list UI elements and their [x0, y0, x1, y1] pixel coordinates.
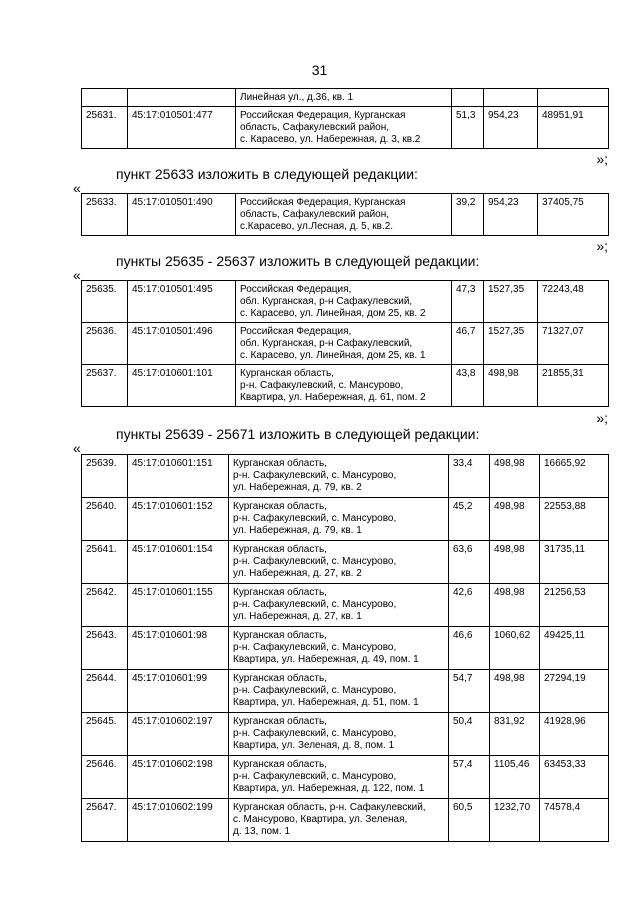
address-line: р-н. Сафакулевский, с. Мансурово, [233, 642, 397, 653]
closing-quote: »; [596, 151, 608, 167]
item-number-cell: 25637. [82, 365, 128, 407]
address-cell [236, 281, 452, 323]
rate-cell: 1060,62 [490, 627, 540, 670]
address-line: Российская Федерация, [240, 326, 352, 337]
address-line: Квартира, ул. Набережная, д. 122, пом. 1 [233, 783, 425, 794]
address-line: с. Карасево, ул. Набережная, д. 3, кв.2 [240, 134, 421, 145]
cadastral-value-cell: 37405,75 [538, 194, 609, 236]
address-cell [229, 627, 449, 670]
address-line: обл. Курганская, р-н Сафакулевский, [240, 296, 413, 307]
opening-quote: « [73, 440, 81, 456]
rate-cell: 1232,70 [490, 799, 540, 842]
area-cell [452, 89, 484, 107]
cadastral-value-cell: 72243,48 [538, 281, 609, 323]
heading-items-25639-25671: пункты 25639 - 25671 изложить в следующей редакции: [116, 426, 480, 442]
item-number-cell [82, 89, 128, 107]
address-line: Российская Федерация, Курганская [240, 197, 406, 208]
address-line: обл. Курганская, р-н Сафакулевский, [240, 338, 413, 349]
area-cell: 63,6 [449, 541, 490, 584]
table-row [82, 365, 609, 407]
area-cell: 46,6 [449, 627, 490, 670]
item-number-cell: 25633. [82, 194, 128, 236]
address-line: область, Сафакулевский район, [240, 209, 390, 220]
address-cell [236, 107, 452, 149]
cadastral-number-cell: 45:17:010602:198 [128, 756, 229, 799]
rate-cell: 954,23 [484, 194, 538, 236]
cadastral-number-cell: 45:17:010601:99 [128, 670, 229, 713]
table-row [82, 713, 609, 756]
area-cell: 57,4 [449, 756, 490, 799]
address-cell [229, 541, 449, 584]
table-row [82, 107, 609, 149]
item-number-cell: 25635. [82, 281, 128, 323]
heading-items-25635-25637: пункты 25635 - 25637 изложить в следующей редакции: [116, 253, 480, 269]
cadastral-number-cell: 45:17:010601:98 [128, 627, 229, 670]
item-number-cell: 25644. [82, 670, 128, 713]
rate-cell: 498,98 [490, 670, 540, 713]
address-line: Курганская область, [233, 716, 327, 727]
address-line: Квартира, ул. Набережная, д. 49, пом. 1 [233, 654, 419, 665]
address-cell [229, 584, 449, 627]
address-line: Курганская область, [233, 673, 327, 684]
rate-cell: 831,92 [490, 713, 540, 756]
table-row [82, 194, 609, 236]
property-table-1 [81, 88, 609, 149]
area-cell: 45,2 [449, 498, 490, 541]
area-cell: 33,4 [449, 455, 490, 498]
cadastral-number-cell: 45:17:010501:495 [128, 281, 236, 323]
property-table-3 [81, 280, 609, 407]
address-line: с. Карасево, ул. Линейная, дом 25, кв. 2 [240, 308, 426, 319]
table-row [82, 627, 609, 670]
cadastral-number-cell: 45:17:010601:151 [128, 455, 229, 498]
table-row [82, 455, 609, 498]
address-line: с. Мансурово, Квартира, ул. Зеленая, [233, 814, 408, 825]
address-line: Курганская область, [233, 458, 327, 469]
cadastral-number-cell: 45:17:010601:101 [128, 365, 236, 407]
address-line: Курганская область, [233, 587, 327, 598]
address-line: Квартира, ул. Набережная, д. 51, пом. 1 [233, 697, 419, 708]
table-row [82, 281, 609, 323]
cadastral-value-cell: 63453,33 [540, 756, 609, 799]
rate-cell: 1105,46 [490, 756, 540, 799]
address-line: р-н. Сафакулевский, с. Мансурово, [233, 513, 397, 524]
cadastral-value-cell: 21256,53 [540, 584, 609, 627]
address-line: р-н. Сафакулевский, с. Мансурово, [233, 599, 397, 610]
closing-quote: »; [596, 410, 608, 426]
table-row [82, 498, 609, 541]
cadastral-value-cell: 49425,11 [540, 627, 609, 670]
cadastral-value-cell: 21855,31 [538, 365, 609, 407]
cadastral-number-cell: 45:17:010501:496 [128, 323, 236, 365]
address-line: ул. Набережная, д. 27, кв. 2 [233, 568, 362, 579]
cadastral-number-cell: 45:17:010501:490 [128, 194, 236, 236]
rate-cell: 498,98 [490, 455, 540, 498]
address-cell [229, 455, 449, 498]
rate-cell: 498,98 [484, 365, 538, 407]
opening-quote: « [73, 267, 81, 283]
cadastral-number-cell: 45:17:010501:477 [128, 107, 236, 149]
address-cell [229, 799, 449, 842]
cadastral-value-cell: 27294,19 [540, 670, 609, 713]
table-row [82, 670, 609, 713]
address-line: ул. Набережная, д. 79, кв. 1 [233, 525, 362, 536]
address-line: Российская Федерация, [240, 284, 352, 295]
address-line: Курганская область, р-н. Сафакулевский, [233, 802, 426, 813]
area-cell: 54,7 [449, 670, 490, 713]
area-cell: 51,3 [452, 107, 484, 149]
address-line: р-н. Сафакулевский, с. Мансурово, [233, 771, 397, 782]
item-number-cell: 25639. [82, 455, 128, 498]
address-line: Квартира, ул. Зеленая, д. 8, пом. 1 [233, 740, 395, 751]
item-number-cell: 25631. [82, 107, 128, 149]
page-number: 31 [311, 62, 328, 78]
address-line: Курганская область, [233, 501, 327, 512]
cadastral-value-cell: 74578,4 [540, 799, 609, 842]
address-line: с. Карасево, ул. Линейная, дом 25, кв. 1 [240, 350, 426, 361]
rate-cell: 1527,35 [484, 281, 538, 323]
address-line: ул. Набережная, д. 79, кв. 2 [233, 482, 362, 493]
item-number-cell: 25646. [82, 756, 128, 799]
cadastral-value-cell: 16665,92 [540, 455, 609, 498]
rate-cell: 498,98 [490, 498, 540, 541]
table-row [82, 584, 609, 627]
item-number-cell: 25640. [82, 498, 128, 541]
cadastral-value-cell: 71327,07 [538, 323, 609, 365]
area-cell: 60,5 [449, 799, 490, 842]
area-cell: 50,4 [449, 713, 490, 756]
item-number-cell: 25636. [82, 323, 128, 365]
table-row [82, 756, 609, 799]
item-number-cell: 25645. [82, 713, 128, 756]
cadastral-value-cell [538, 89, 609, 107]
item-number-cell: 25643. [82, 627, 128, 670]
address-line: Курганская область, [233, 544, 327, 555]
item-number-cell: 25642. [82, 584, 128, 627]
address-line: ул. Набережная, д. 27, кв. 1 [233, 611, 362, 622]
address-cell [229, 756, 449, 799]
address-line: р-н. Сафакулевский, с. Мансурово, [240, 380, 404, 391]
area-cell: 39,2 [452, 194, 484, 236]
address-line: д. 13, пом. 1 [233, 826, 291, 837]
rate-cell: 954,23 [484, 107, 538, 149]
cadastral-value-cell: 48951,91 [538, 107, 609, 149]
rate-cell: 1527,35 [484, 323, 538, 365]
property-table-4 [81, 454, 609, 842]
address-line: Российская Федерация, Курганская [240, 110, 406, 121]
address-cell [229, 670, 449, 713]
address-cell [236, 323, 452, 365]
address-line: Квартира, ул. Набережная, д. 61, пом. 2 [240, 392, 426, 403]
cadastral-number-cell [128, 89, 236, 107]
cadastral-number-cell: 45:17:010602:199 [128, 799, 229, 842]
address-line: Линейная ул., д.36, кв. 1 [240, 92, 354, 103]
cadastral-value-cell: 31735,11 [540, 541, 609, 584]
cadastral-value-cell: 41928,96 [540, 713, 609, 756]
address-cell [229, 498, 449, 541]
item-number-cell: 25641. [82, 541, 128, 584]
table-row [82, 541, 609, 584]
closing-quote: »; [596, 238, 608, 254]
address-cell [236, 194, 452, 236]
area-cell: 43,8 [452, 365, 484, 407]
address-line: Курганская область, [233, 759, 327, 770]
address-cell [236, 89, 452, 107]
address-cell [229, 713, 449, 756]
address-cell [236, 365, 452, 407]
area-cell: 47,3 [452, 281, 484, 323]
address-line: Курганская область, [233, 630, 327, 641]
item-number-cell: 25647. [82, 799, 128, 842]
address-line: р-н. Сафакулевский, с. Мансурово, [233, 470, 397, 481]
address-line: Курганская область, [240, 368, 334, 379]
area-cell: 46,7 [452, 323, 484, 365]
cadastral-number-cell: 45:17:010602:197 [128, 713, 229, 756]
table-row [82, 89, 609, 107]
cadastral-number-cell: 45:17:010601:152 [128, 498, 229, 541]
cadastral-value-cell: 22553,88 [540, 498, 609, 541]
opening-quote: « [73, 180, 81, 196]
cadastral-number-cell: 45:17:010601:154 [128, 541, 229, 584]
address-line: область, Сафакулевский район, [240, 122, 390, 133]
heading-item-25633: пункт 25633 изложить в следующей редакции: [116, 166, 418, 182]
rate-cell [484, 89, 538, 107]
address-line: р-н. Сафакулевский, с. Мансурово, [233, 556, 397, 567]
rate-cell: 498,98 [490, 541, 540, 584]
area-cell: 42,6 [449, 584, 490, 627]
property-table-2 [81, 193, 609, 236]
table-row [82, 799, 609, 842]
table-row [82, 323, 609, 365]
address-line: р-н. Сафакулевский, с. Мансурово, [233, 685, 397, 696]
address-line: с.Карасево, ул.Лесная, д. 5, кв.2. [240, 221, 394, 232]
address-line: р-н. Сафакулевский, с. Мансурово, [233, 728, 397, 739]
rate-cell: 498,98 [490, 584, 540, 627]
cadastral-number-cell: 45:17:010601:155 [128, 584, 229, 627]
